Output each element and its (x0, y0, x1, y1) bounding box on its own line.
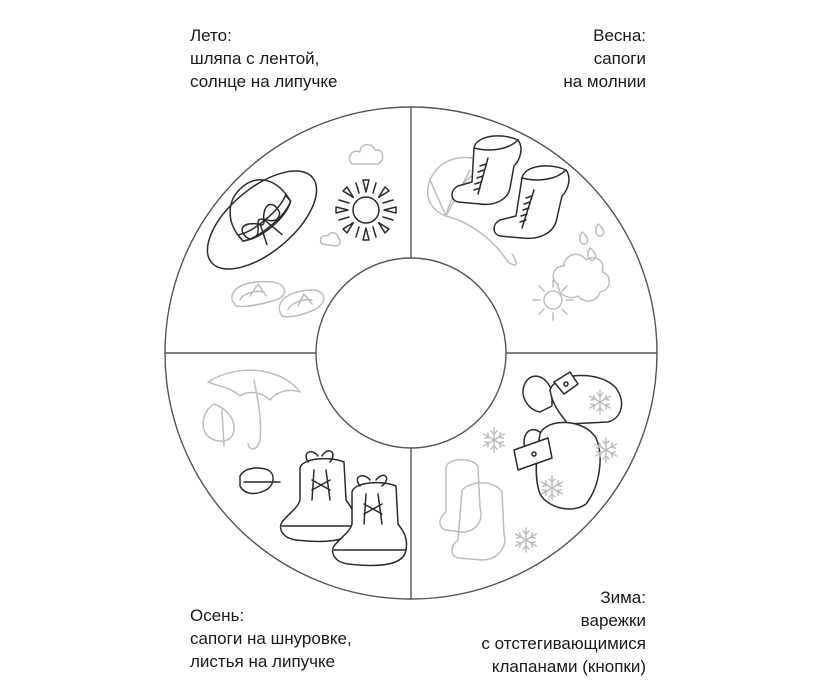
spring-title: Весна: (593, 26, 646, 45)
autumn-line-1: сапоги на шнуровке, (190, 629, 352, 648)
cloud-icon (553, 254, 609, 301)
flip-flops-icon (232, 282, 324, 317)
winter-title: Зима: (600, 588, 646, 607)
leaf-icon (240, 468, 280, 493)
sun-icon (533, 280, 573, 320)
autumn-title: Осень: (190, 606, 245, 625)
cloud-icon (320, 233, 340, 246)
spring-line-2: на молнии (563, 72, 646, 91)
summer-line-2: солнце на липучке (190, 72, 338, 91)
autumn-line-2: листья на липучке (190, 652, 336, 671)
hat-with-ribbon-icon (187, 148, 333, 286)
summer-line-1: шляпа с лентой, (190, 49, 320, 68)
snowflake-icon (516, 528, 537, 552)
winter-line-3: клапанами (кнопки) (491, 657, 646, 676)
snowflake-icon (484, 428, 505, 452)
wheel-frame (165, 107, 657, 599)
raindrops-icon (580, 224, 604, 260)
felt-boots-icon (440, 460, 505, 560)
laced-boots-icon (281, 451, 407, 566)
summer-title: Лето: (190, 26, 232, 45)
spring-line-1: сапоги (593, 49, 646, 68)
cloud-icon (350, 145, 383, 164)
center-circle (316, 258, 506, 448)
winter-line-1: варежки (580, 611, 646, 630)
leaf-icon (203, 404, 234, 446)
sun-icon (336, 180, 396, 240)
winter-line-2: с отстегивающимися (481, 634, 646, 653)
